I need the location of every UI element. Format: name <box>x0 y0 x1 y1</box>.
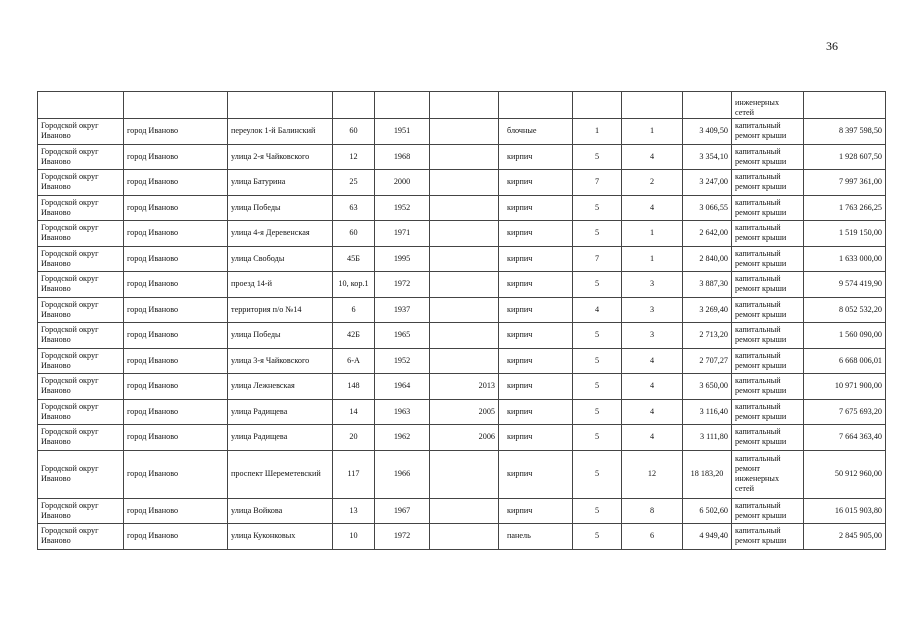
year-overhaul-cell <box>430 524 499 550</box>
cost-cell: 7 664 363,40 <box>804 425 886 451</box>
city-cell: город Иваново <box>124 374 228 400</box>
wall-material-cell: кирпич <box>499 297 573 323</box>
area-cell: 2 713,20 <box>683 323 732 349</box>
city-cell: город Иваново <box>124 524 228 550</box>
wall-material-cell: кирпич <box>499 195 573 221</box>
district-cell: Городской округ Иваново <box>38 246 124 272</box>
wall-material-cell: панель <box>499 524 573 550</box>
street-cell: улица Радищева <box>228 425 333 451</box>
district-cell: Городской округ Иваново <box>38 348 124 374</box>
house-number-cell: 45Б <box>333 246 375 272</box>
work-type-cell: капитальный ремонт крыши <box>732 297 804 323</box>
year-overhaul-cell <box>430 450 499 498</box>
house-number-cell: 6 <box>333 297 375 323</box>
entrances-cell: 1 <box>622 221 683 247</box>
table-row <box>38 524 886 550</box>
wall-material-cell: кирпич <box>499 399 573 425</box>
district-cell: Городской округ Иваново <box>38 144 124 170</box>
district-cell: Городской округ Иваново <box>38 450 124 498</box>
year-built-cell: 1937 <box>375 297 430 323</box>
house-number-cell: 63 <box>333 195 375 221</box>
year-overhaul-cell <box>430 119 499 145</box>
year-overhaul-cell <box>430 272 499 298</box>
cost-cell: 7 997 361,00 <box>804 170 886 196</box>
street-cell: проспект Шереметевский <box>228 450 333 498</box>
entrances-cell: 6 <box>622 524 683 550</box>
street-cell: улица 4-я Деревенская <box>228 221 333 247</box>
year-built-cell: 1965 <box>375 323 430 349</box>
district-cell: Городской округ Иваново <box>38 297 124 323</box>
street-cell: улица 3-я Чайковского <box>228 348 333 374</box>
house-number-cell: 20 <box>333 425 375 451</box>
year-built-cell: 1967 <box>375 498 430 524</box>
table-row <box>38 450 886 498</box>
year-built-cell: 2000 <box>375 170 430 196</box>
area-cell: 2 840,00 <box>683 246 732 272</box>
street-cell: улица Батурина <box>228 170 333 196</box>
work-type-cell: капитальный ремонт крыши <box>732 170 804 196</box>
entrances-cell: 4 <box>622 374 683 400</box>
cost-cell: 1 633 000,00 <box>804 246 886 272</box>
entrances-cell: 3 <box>622 323 683 349</box>
year-overhaul-cell <box>430 144 499 170</box>
city-cell: город Иваново <box>124 246 228 272</box>
district-cell: Городской округ Иваново <box>38 119 124 145</box>
year-built-cell: 1952 <box>375 195 430 221</box>
floors-cell: 5 <box>573 144 622 170</box>
year-built-cell: 1966 <box>375 450 430 498</box>
table-row <box>38 221 886 247</box>
year-built-cell: 1964 <box>375 374 430 400</box>
area-cell: 3 066,55 <box>683 195 732 221</box>
city-cell: город Иваново <box>124 144 228 170</box>
house-number-cell: 60 <box>333 119 375 145</box>
district-cell: Городской округ Иваново <box>38 170 124 196</box>
year-overhaul-cell <box>430 246 499 272</box>
wall-material-cell: кирпич <box>499 272 573 298</box>
wall-material-cell: кирпич <box>499 450 573 498</box>
floors-cell: 4 <box>573 297 622 323</box>
year-built-cell: 1995 <box>375 246 430 272</box>
work-type-cell: капитальный ремонт крыши <box>732 323 804 349</box>
year-overhaul-cell: 2013 <box>430 374 499 400</box>
district-cell: Городской округ Иваново <box>38 425 124 451</box>
area-cell: 3 111,80 <box>683 425 732 451</box>
wall-material-cell: кирпич <box>499 348 573 374</box>
house-number-cell: 6-А <box>333 348 375 374</box>
city-cell: город Иваново <box>124 399 228 425</box>
floors-cell: 5 <box>573 524 622 550</box>
house-number-cell: 148 <box>333 374 375 400</box>
table-row <box>38 425 886 451</box>
year-built-cell: 1972 <box>375 524 430 550</box>
table-row <box>38 195 886 221</box>
floors-cell: 5 <box>573 374 622 400</box>
table-row <box>38 170 886 196</box>
area-cell: 3 354,10 <box>683 144 732 170</box>
city-cell: город Иваново <box>124 450 228 498</box>
wall-material-cell: кирпич <box>499 170 573 196</box>
city-cell: город Иваново <box>124 272 228 298</box>
floors-cell: 5 <box>573 348 622 374</box>
house-number-cell: 14 <box>333 399 375 425</box>
floors-cell: 5 <box>573 498 622 524</box>
cost-cell: 1 928 607,50 <box>804 144 886 170</box>
work-type-cell: капитальный ремонт крыши <box>732 425 804 451</box>
city-cell: город Иваново <box>124 498 228 524</box>
year-overhaul-cell: 2006 <box>430 425 499 451</box>
wall-material-cell: кирпич <box>499 221 573 247</box>
table-row <box>38 323 886 349</box>
table-row <box>38 144 886 170</box>
street-cell: улица 2-я Чайковского <box>228 144 333 170</box>
area-cell: 18 183,20 <box>683 450 732 498</box>
city-cell: город Иваново <box>124 425 228 451</box>
cost-cell: 8 052 532,20 <box>804 297 886 323</box>
page-number: 36 <box>826 39 838 53</box>
year-overhaul-cell <box>430 195 499 221</box>
district-cell: Городской округ Иваново <box>38 195 124 221</box>
house-number-cell: 10, кор.1 <box>333 272 375 298</box>
floors-cell: 5 <box>573 450 622 498</box>
entrances-cell: 12 <box>622 450 683 498</box>
cost-cell: 2 845 905,00 <box>804 524 886 550</box>
year-overhaul-cell <box>430 170 499 196</box>
year-built-cell: 1971 <box>375 221 430 247</box>
area-cell: 3 116,40 <box>683 399 732 425</box>
district-cell: Городской округ Иваново <box>38 323 124 349</box>
cost-cell: 50 912 960,00 <box>804 450 886 498</box>
street-cell: улица Войкова <box>228 498 333 524</box>
table-row <box>38 348 886 374</box>
cost-cell: 16 015 903,80 <box>804 498 886 524</box>
entrances-cell: 1 <box>622 246 683 272</box>
continuation-row <box>38 92 886 119</box>
work-type-cell: капитальный ремонт крыши <box>732 246 804 272</box>
house-number-cell: 42Б <box>333 323 375 349</box>
year-built-cell: 1962 <box>375 425 430 451</box>
wall-material-cell: кирпич <box>499 323 573 349</box>
work-type-cell: капитальный ремонт крыши <box>732 524 804 550</box>
area-cell: 3 247,00 <box>683 170 732 196</box>
cost-cell: 1 560 090,00 <box>804 323 886 349</box>
street-cell: улица Лежневская <box>228 374 333 400</box>
entrances-cell: 4 <box>622 144 683 170</box>
year-built-cell: 1951 <box>375 119 430 145</box>
work-type-cell: капитальный ремонт крыши <box>732 399 804 425</box>
cost-cell: 8 397 598,50 <box>804 119 886 145</box>
cost-cell: 10 971 900,00 <box>804 374 886 400</box>
year-overhaul-cell <box>430 323 499 349</box>
entrances-cell: 4 <box>622 399 683 425</box>
housing-registry-table <box>37 91 886 550</box>
street-cell: улица Радищева <box>228 399 333 425</box>
entrances-cell: 4 <box>622 425 683 451</box>
city-cell: город Иваново <box>124 195 228 221</box>
entrances-cell: 1 <box>622 119 683 145</box>
district-cell: Городской округ Иваново <box>38 524 124 550</box>
area-cell: 4 949,40 <box>683 524 732 550</box>
floors-cell: 7 <box>573 246 622 272</box>
wall-material-cell: кирпич <box>499 498 573 524</box>
work-type-cell: капитальный ремонт крыши <box>732 272 804 298</box>
house-number-cell: 10 <box>333 524 375 550</box>
city-cell: город Иваново <box>124 221 228 247</box>
year-overhaul-cell <box>430 297 499 323</box>
area-cell: 6 502,60 <box>683 498 732 524</box>
house-number-cell: 12 <box>333 144 375 170</box>
city-cell: город Иваново <box>124 323 228 349</box>
area-cell: 3 409,50 <box>683 119 732 145</box>
street-cell: проезд 14-й <box>228 272 333 298</box>
wall-material-cell: кирпич <box>499 246 573 272</box>
floors-cell: 5 <box>573 272 622 298</box>
house-number-cell: 13 <box>333 498 375 524</box>
cost-cell: 9 574 419,90 <box>804 272 886 298</box>
house-number-cell: 25 <box>333 170 375 196</box>
floors-cell: 7 <box>573 170 622 196</box>
city-cell: город Иваново <box>124 170 228 196</box>
table-row <box>38 498 886 524</box>
work-type-cell: капитальный ремонт крыши <box>732 144 804 170</box>
table-row <box>38 119 886 145</box>
city-cell: город Иваново <box>124 119 228 145</box>
year-overhaul-cell <box>430 498 499 524</box>
work-type-cell: капитальный ремонт крыши <box>732 221 804 247</box>
area-cell: 2 707,27 <box>683 348 732 374</box>
wall-material-cell: блочные <box>499 119 573 145</box>
district-cell: Городской округ Иваново <box>38 272 124 298</box>
year-built-cell: 1952 <box>375 348 430 374</box>
work-type-cell: капитальный ремонт крыши <box>732 498 804 524</box>
street-cell: улица Свободы <box>228 246 333 272</box>
area-cell: 3 269,40 <box>683 297 732 323</box>
floors-cell: 5 <box>573 399 622 425</box>
work-type-cell: капитальный ремонт крыши <box>732 195 804 221</box>
house-number-cell: 60 <box>333 221 375 247</box>
work-type-cell: капитальный ремонт инженерных сетей <box>732 450 804 498</box>
wall-material-cell: кирпич <box>499 144 573 170</box>
cost-cell: 1 519 150,00 <box>804 221 886 247</box>
year-overhaul-cell: 2005 <box>430 399 499 425</box>
street-cell: улица Куконковых <box>228 524 333 550</box>
street-cell: переулок 1-й Балинский <box>228 119 333 145</box>
year-built-cell: 1968 <box>375 144 430 170</box>
floors-cell: 5 <box>573 221 622 247</box>
cost-cell: 1 763 266,25 <box>804 195 886 221</box>
entrances-cell: 4 <box>622 195 683 221</box>
work-type-cell: капитальный ремонт крыши <box>732 119 804 145</box>
entrances-cell: 4 <box>622 348 683 374</box>
floors-cell: 5 <box>573 323 622 349</box>
entrances-cell: 8 <box>622 498 683 524</box>
year-overhaul-cell <box>430 348 499 374</box>
floors-cell: 5 <box>573 425 622 451</box>
district-cell: Городской округ Иваново <box>38 399 124 425</box>
area-cell: 3 887,30 <box>683 272 732 298</box>
entrances-cell: 3 <box>622 297 683 323</box>
work-type-cell: инженерных сетей <box>732 92 804 119</box>
year-built-cell: 1972 <box>375 272 430 298</box>
wall-material-cell: кирпич <box>499 374 573 400</box>
cost-cell: 7 675 693,20 <box>804 399 886 425</box>
table-row <box>38 399 886 425</box>
work-type-cell: капитальный ремонт крыши <box>732 374 804 400</box>
area-cell: 2 642,00 <box>683 221 732 247</box>
floors-cell: 5 <box>573 195 622 221</box>
city-cell: город Иваново <box>124 297 228 323</box>
year-built-cell: 1963 <box>375 399 430 425</box>
entrances-cell: 3 <box>622 272 683 298</box>
table-row <box>38 374 886 400</box>
street-cell: улица Победы <box>228 323 333 349</box>
street-cell: улица Победы <box>228 195 333 221</box>
wall-material-cell: кирпич <box>499 425 573 451</box>
district-cell: Городской округ Иваново <box>38 374 124 400</box>
area-cell: 3 650,00 <box>683 374 732 400</box>
table-row <box>38 297 886 323</box>
city-cell: город Иваново <box>124 348 228 374</box>
floors-cell: 1 <box>573 119 622 145</box>
district-cell: Городской округ Иваново <box>38 498 124 524</box>
work-type-cell: капитальный ремонт крыши <box>732 348 804 374</box>
district-cell: Городской округ Иваново <box>38 221 124 247</box>
house-number-cell: 117 <box>333 450 375 498</box>
year-overhaul-cell <box>430 221 499 247</box>
street-cell: территория п/о №14 <box>228 297 333 323</box>
cost-cell: 6 668 006,01 <box>804 348 886 374</box>
table-row <box>38 272 886 298</box>
table-row <box>38 246 886 272</box>
entrances-cell: 2 <box>622 170 683 196</box>
